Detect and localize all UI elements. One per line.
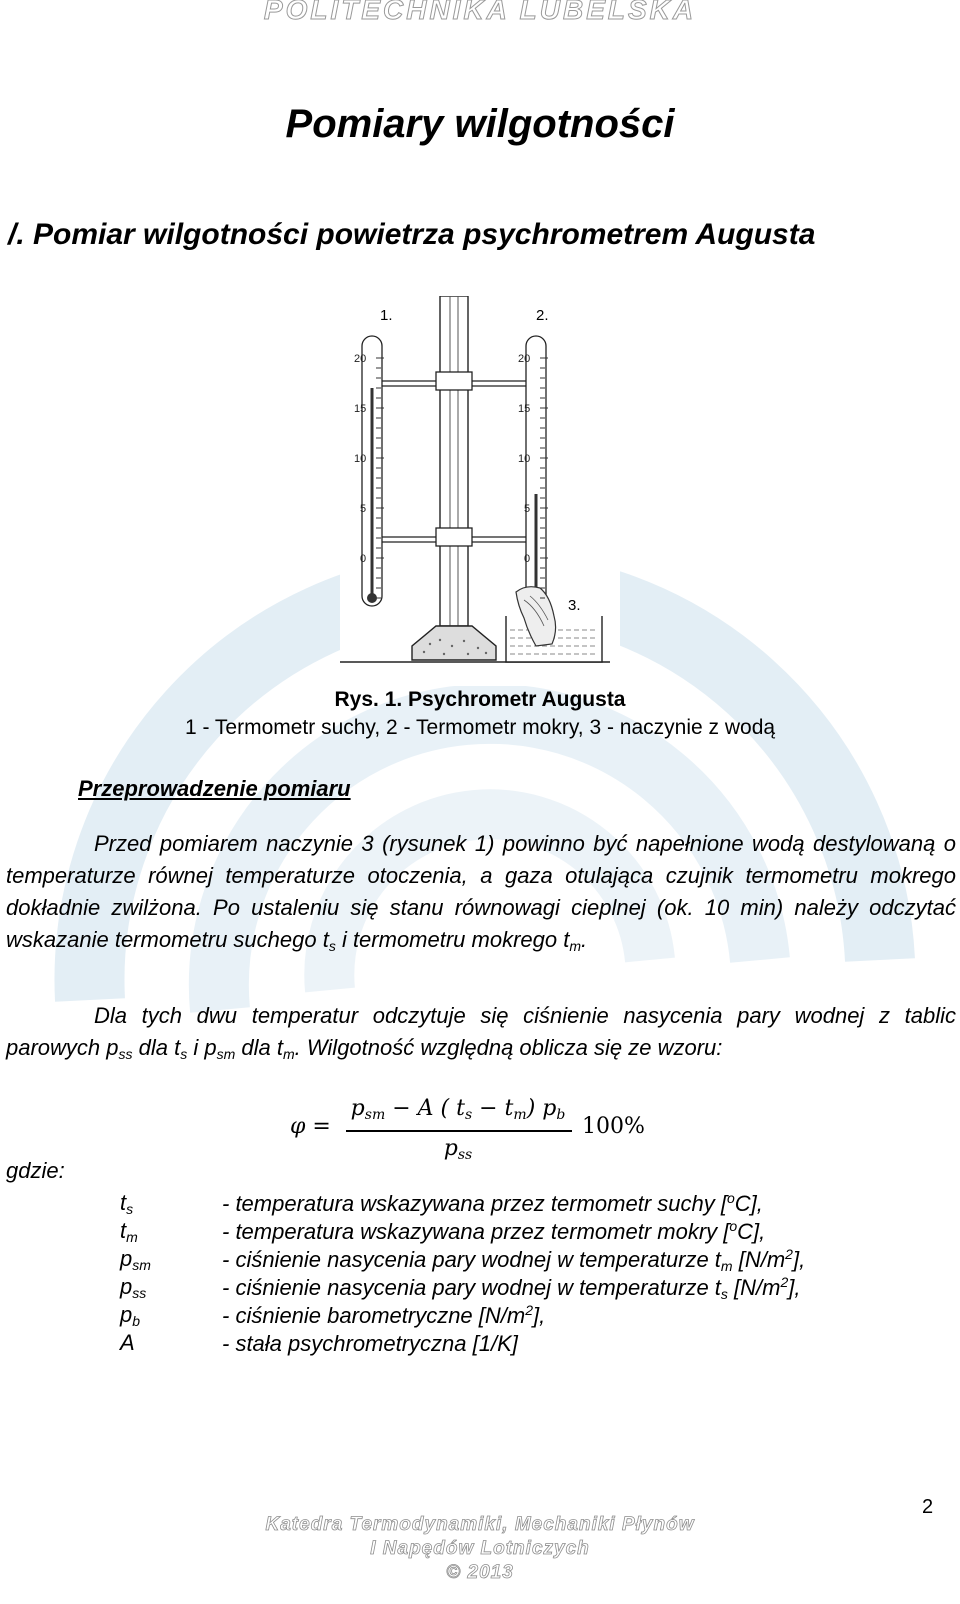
formula-denominator: $p_{ss}$: [443, 1136, 473, 1163]
scale-tick-label: 10: [354, 453, 367, 465]
section-heading: /. Pomiar wilgotności powietrza psychrometrem Augusta: [8, 218, 816, 251]
formula-numerator: $p_{sm} - A$ ( $t_s - t_m$) $p_b$: [350, 1096, 566, 1123]
footer-line-3: © 2013: [446, 1562, 514, 1583]
label-2: 2.: [536, 307, 549, 324]
label-1: 1.: [380, 307, 393, 324]
paragraph-1: Przed pomiarem naczynie 3 (rysunek 1) powinno być napełnione wodą destylowaną o temperaturze równej temperaturze otoczenia, a gaza otulająca czujnik termometru mokrego dokładnie zwilżona. Po ustaleniu się stanu równowagi cieplnej (ok. 10 min) należy odczytać wskazanie termometru suchego $t_s$ i termometru mokrego $t_m$.: [6, 831, 956, 954]
psychrometer-figure: [340, 296, 620, 686]
footer-line-2: I Napędów Lotniczych: [370, 1538, 590, 1559]
legend-row: A - stała psychrometryczna [1/K]: [120, 1330, 518, 1356]
scale-tick-label: 0: [360, 553, 367, 565]
formula-lhs: φ =: [290, 1114, 331, 1139]
footer-line-1: Katedra Termodynamiki, Mechaniki Płynów: [265, 1514, 695, 1535]
page-title: Pomiary wilgotności: [285, 102, 675, 146]
legend-row: $t_s$ - temperatura wskazywana przez termometr suchy [$^o$C],: [120, 1190, 763, 1217]
humidity-formula: [290, 1096, 690, 1172]
university-header: POLITECHNIKA LUBELSKA: [263, 0, 697, 25]
paragraph-2: Dla tych dwu temperatur odczytuje się ciśnienie nasycenia pary wodnej z tablic parowych $p_{ss}$ dla $t_s$ i $p_{sm}$ dla $t_m$. Wilgotność względną oblicza się ze wzoru:: [6, 1003, 956, 1062]
legend-row: $p_{sm}$ - ciśnienie nasycenia pary wodnej w temperaturze $t_m$ $[N/m^2]$,: [120, 1246, 806, 1274]
label-3: 3.: [568, 597, 581, 614]
fraction-bar: [346, 1130, 572, 1132]
subheading: Przeprowadzenie pomiaru: [78, 776, 351, 801]
legend-intro: gdzie:: [6, 1158, 65, 1183]
legend-row: $t_m$ - temperatura wskazywana przez termometr mokry [$^o$C],: [120, 1218, 766, 1245]
page-number: 2: [922, 1496, 934, 1518]
scale-tick-label: 15: [518, 403, 531, 415]
legend-row: $p_b$ - ciśnienie barometryczne $[N/m^2]$,: [120, 1302, 546, 1329]
scale-tick-label: 0: [524, 553, 531, 565]
figure-caption-title: Rys. 1. Psychrometr Augusta: [334, 688, 626, 711]
symbol-legend: [120, 1190, 920, 1358]
scale-tick-label: 5: [360, 503, 367, 515]
legend-row: $p_{ss}$ - ciśnienie nasycenia pary wodnej w temperaturze $t_s$ $[N/m^2]$,: [120, 1274, 801, 1302]
scale-tick-label: 20: [518, 353, 531, 365]
formula-factor: 100%: [582, 1114, 645, 1139]
scale-tick-label: 5: [524, 503, 531, 515]
scale-tick-label: 20: [354, 353, 367, 365]
figure-caption-subtitle: 1 - Termometr suchy, 2 - Termometr mokry, 3 - naczynie z wodą: [184, 716, 776, 739]
scale-tick-label: 15: [354, 403, 367, 415]
scale-tick-label: 10: [518, 453, 531, 465]
